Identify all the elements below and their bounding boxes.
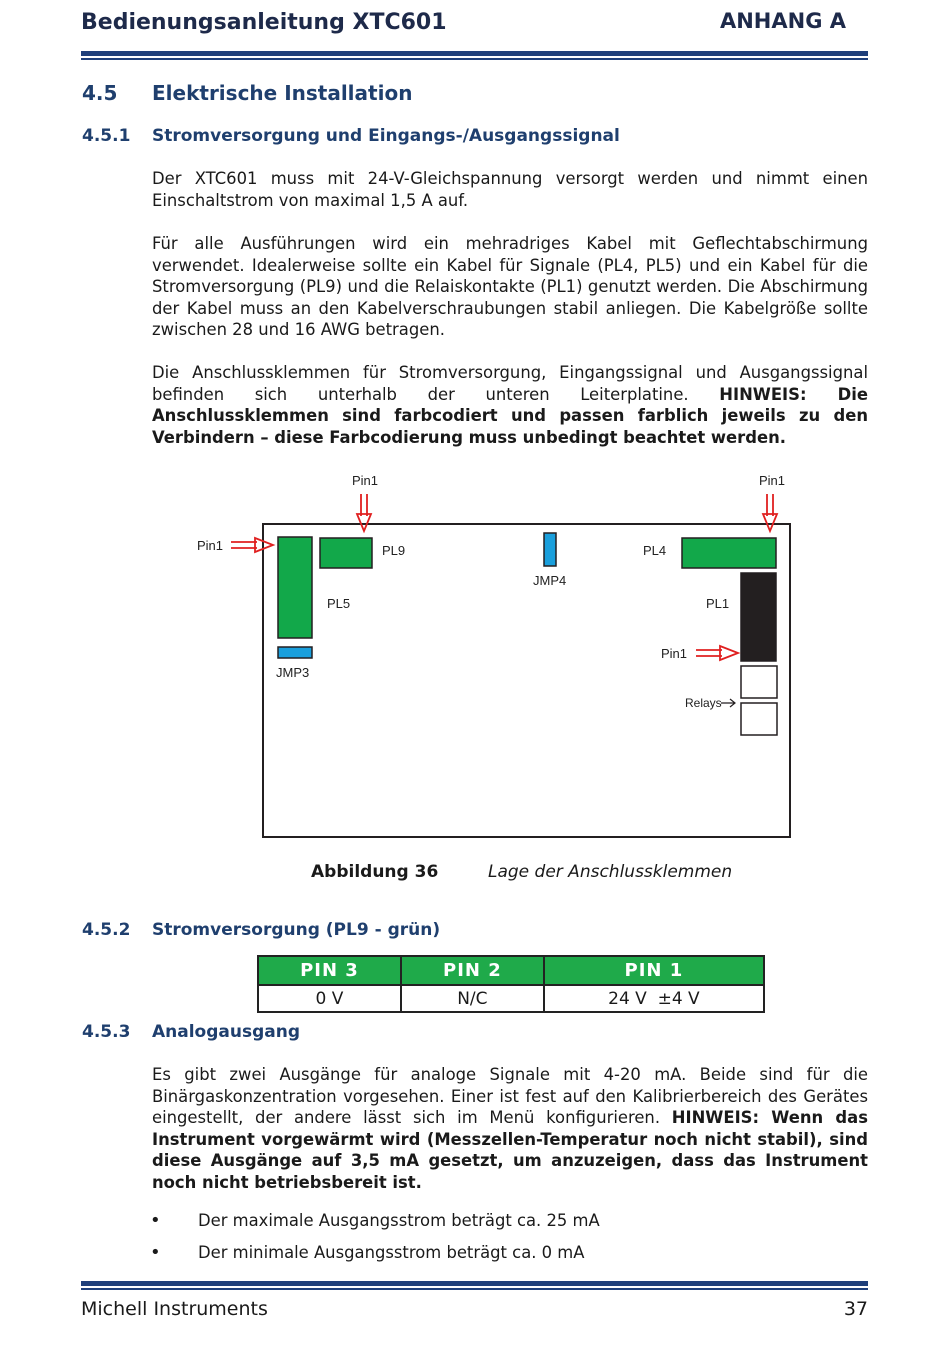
pl1-connector — [741, 573, 776, 661]
relay-box-1 — [741, 666, 777, 698]
pin-table-cell: 24 V ±4 V — [544, 985, 764, 1012]
header-rule-thick — [81, 51, 868, 56]
pin1-label-top-left: Pin1 — [352, 473, 379, 488]
jmp3-label: JMP3 — [276, 665, 310, 680]
relay-box-2 — [741, 703, 777, 735]
section-4-5-2-number: 4.5.2 — [82, 920, 131, 940]
pin-table-row — [258, 985, 764, 1012]
paragraph-analog-output-text: Es gibt zwei Ausgänge für analoge Signale mit 4-20 mA. Beide sind für die Binärgaskonzentration vorgesehen. Einer ist fest auf den Kalibrierbereich des Gerätes eingestellt, der andere lässt sich im Menü konfigurieren. — [152, 1065, 868, 1128]
pl9-label: PL9 — [382, 543, 406, 558]
paragraph-power-supply: Der XTC601 muss mit 24-V-Gleichspannung versorgt werden und nimmt einen Einschaltstrom von maximal 1,5 A auf. — [152, 169, 868, 210]
footer-rule-thin — [81, 1288, 868, 1290]
section-4-5-1-title: Stromversorgung und Eingangs-/Ausgangssignal — [152, 126, 620, 146]
relays-label: Relays — [685, 696, 722, 710]
jmp4-jumper — [544, 533, 556, 566]
pin-table-cell: N/C — [401, 985, 544, 1012]
section-4-5-3-number: 4.5.3 — [82, 1022, 131, 1042]
footer-rule-thick — [81, 1281, 868, 1286]
list-item: Der maximale Ausgangsstrom beträgt ca. 25 mA — [198, 1211, 600, 1230]
appendix-label: ANHANG A — [719, 9, 846, 33]
pl9-connector — [320, 538, 372, 568]
pl1-label: PL1 — [706, 596, 730, 611]
pin-table-cell: 0 V — [258, 985, 401, 1012]
pl9-pin-table — [257, 955, 765, 1013]
pin1-label-top-right: Pin1 — [759, 473, 786, 488]
header-rule-thin — [81, 58, 868, 60]
paragraph-terminals-note: HINWEIS: Die Anschlussklemmen sind farbcodiert und passen farblich jeweils zu den Verbindern – diese Farbcodierung muss unbedingt beachtet werden. — [152, 384, 868, 447]
page-number: 37 — [843, 1298, 868, 1320]
pin1-arrow-right — [696, 646, 738, 660]
paragraph-cable: Für alle Ausführungen wird ein mehradriges Kabel mit Geflechtabschirmung verwendet. Idealerweise sollte ein Kabel für Signale (PL4, PL5) und ein Kabel für die Stromversorgung (PL9) und die Relaiskontakte (PL1) genutzt werden. Die Abschirmung der Kabel muss an den Kabelverschraubungen stabil anliegen. Die Kabelgröße sollte zwischen 28 und 16 AWG betragen. — [152, 234, 868, 340]
bullet-marker: • — [150, 1210, 161, 1231]
figure-caption: Lage der Anschlussklemmen — [488, 862, 733, 882]
pin-table-header: PIN 3 — [258, 956, 401, 985]
section-4-5-number: 4.5 — [82, 81, 118, 105]
section-4-5-3-title: Analogausgang — [152, 1022, 301, 1042]
paragraph-analog-output — [152, 1064, 868, 1194]
pl5-connector — [278, 537, 312, 638]
paragraph-terminals-text: Die Anschlussklemmen für Stromversorgung, Eingangssignal und Ausgangssignal befinden sich unterhalb der unteren Leiterplatine. — [152, 363, 868, 404]
paragraph-analog-output-note: HINWEIS: Wenn das Instrument vorgewärmt wird (Messzellen-Temperatur noch nicht stabil), sind diese Ausgänge auf 3,5 mA gesetzt, um anzuzeigen, dass das Instrument noch nicht betriebsbereit ist. — [152, 1108, 868, 1192]
document-title: Bedienungsanleitung XTC601 — [81, 10, 447, 35]
pin-table-header: PIN 1 — [544, 956, 764, 985]
pl4-label: PL4 — [643, 543, 667, 558]
relays-arrow — [721, 699, 735, 707]
section-4-5-title: Elektrische Installation — [152, 81, 413, 105]
pin1-label-right: Pin1 — [661, 646, 688, 661]
pin1-arrow-top-right — [763, 494, 777, 531]
paragraph-terminals — [152, 362, 868, 448]
section-4-5-2-title: Stromversorgung (PL9 - grün) — [152, 920, 441, 940]
jmp3-jumper — [278, 647, 312, 658]
pin-table-header: PIN 2 — [401, 956, 544, 985]
pin1-label-left: Pin1 — [197, 538, 224, 553]
figure-number: Abbildung 36 — [311, 862, 439, 882]
bullet-marker: • — [150, 1242, 161, 1263]
jmp4-label: JMP4 — [533, 573, 567, 588]
pl4-connector — [682, 538, 776, 568]
pin1-arrow-left — [231, 538, 273, 552]
pin1-arrow-top-left — [357, 494, 371, 531]
pl5-label: PL5 — [327, 596, 351, 611]
board-outline — [263, 524, 790, 837]
section-4-5-1-number: 4.5.1 — [82, 126, 131, 146]
footer-company: Michell Instruments — [81, 1298, 268, 1320]
list-item: Der minimale Ausgangsstrom beträgt ca. 0 mA — [198, 1243, 585, 1262]
pin-table-header-row — [258, 956, 764, 985]
